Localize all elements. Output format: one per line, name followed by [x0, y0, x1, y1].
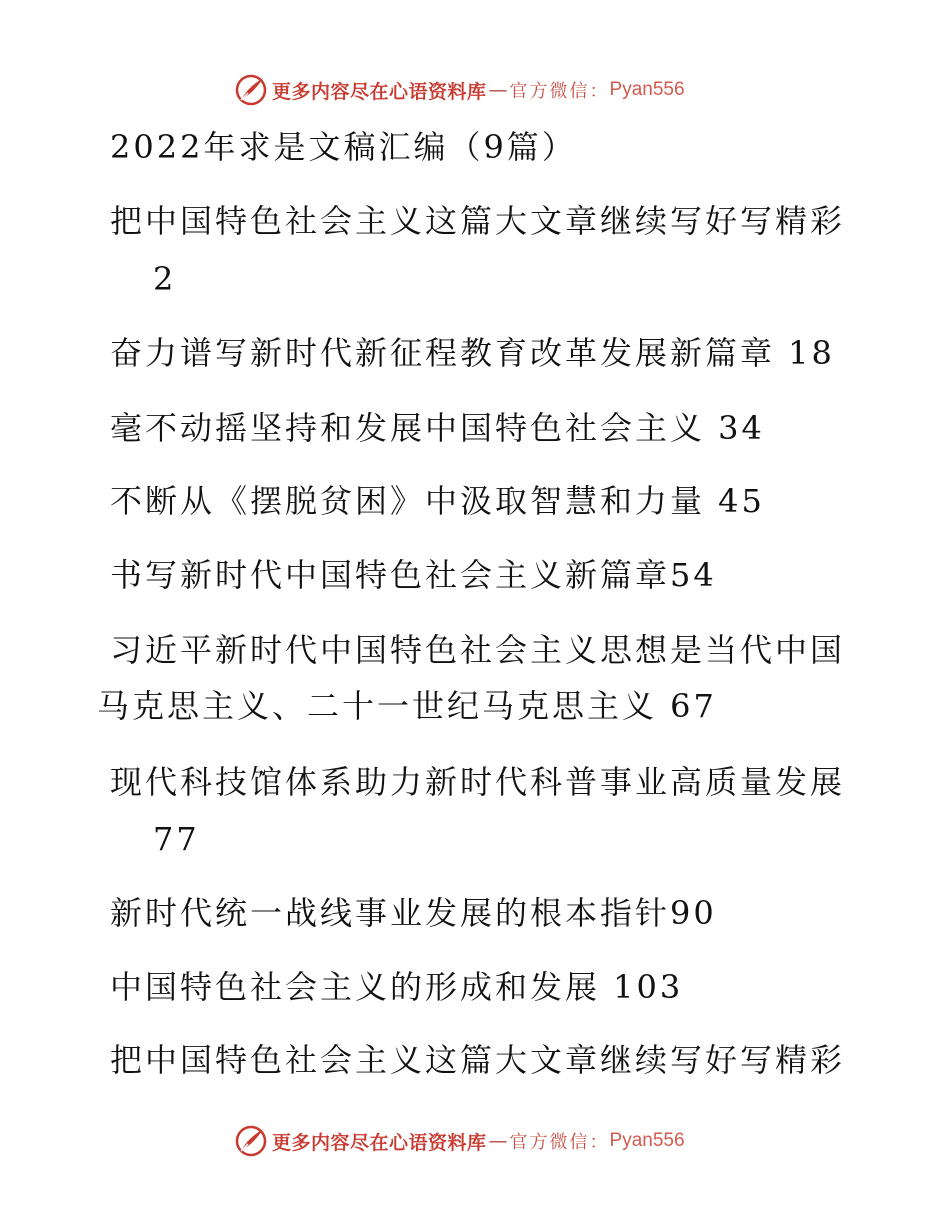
- quill-pen-logo-icon: [234, 73, 268, 107]
- banner-wechat-label: 官方微信：: [509, 81, 610, 102]
- banner-wechat-id: Pyan556: [609, 79, 685, 100]
- footer-banner: [234, 1124, 685, 1158]
- toc-entry-6-line-2: 马克思主义、二十一世纪马克思主义 67: [97, 687, 717, 725]
- toc-entry-4: 不断从《摆脱贫困》中汲取智慧和力量 45: [110, 482, 765, 520]
- toc-entry-10: 把中国特色社会主义这篇大文章继续写好写精彩: [110, 1041, 846, 1079]
- toc-title: 2022年求是文稿汇编（9篇）: [110, 128, 577, 166]
- toc-entry-8: 新时代统一战线事业发展的根本指针90: [110, 894, 717, 932]
- quill-pen-logo-icon: [234, 1124, 268, 1158]
- toc-entry-1-line-1: 把中国特色社会主义这篇大文章继续写好写精彩: [110, 202, 846, 240]
- toc-entry-2: 奋力谱写新时代新征程教育改革发展新篇章 18: [110, 334, 835, 372]
- header-banner: [234, 73, 685, 107]
- banner-dash: —: [488, 79, 508, 101]
- toc-entry-3: 毫不动摇坚持和发展中国特色社会主义 34: [110, 409, 765, 447]
- toc-entry-6-line-1: 习近平新时代中国特色社会主义思想是当代中国: [110, 631, 846, 669]
- banner-brand-text: 更多内容尽在心语资料库: [272, 80, 487, 103]
- banner-wechat-label: 官方微信：: [509, 1132, 610, 1153]
- toc-entry-1-page: 2: [153, 260, 177, 298]
- toc-entry-5: 书写新时代中国特色社会主义新篇章54: [110, 556, 717, 594]
- banner-dash: —: [488, 1130, 508, 1152]
- toc-entry-7-page: 77: [153, 820, 200, 858]
- toc-entry-7-line-1: 现代科技馆体系助力新时代科普事业高质量发展: [110, 763, 846, 801]
- toc-entry-9: 中国特色社会主义的形成和发展 103: [110, 968, 684, 1006]
- banner-wechat-id: Pyan556: [609, 1130, 685, 1151]
- banner-brand-text: 更多内容尽在心语资料库: [272, 1131, 487, 1154]
